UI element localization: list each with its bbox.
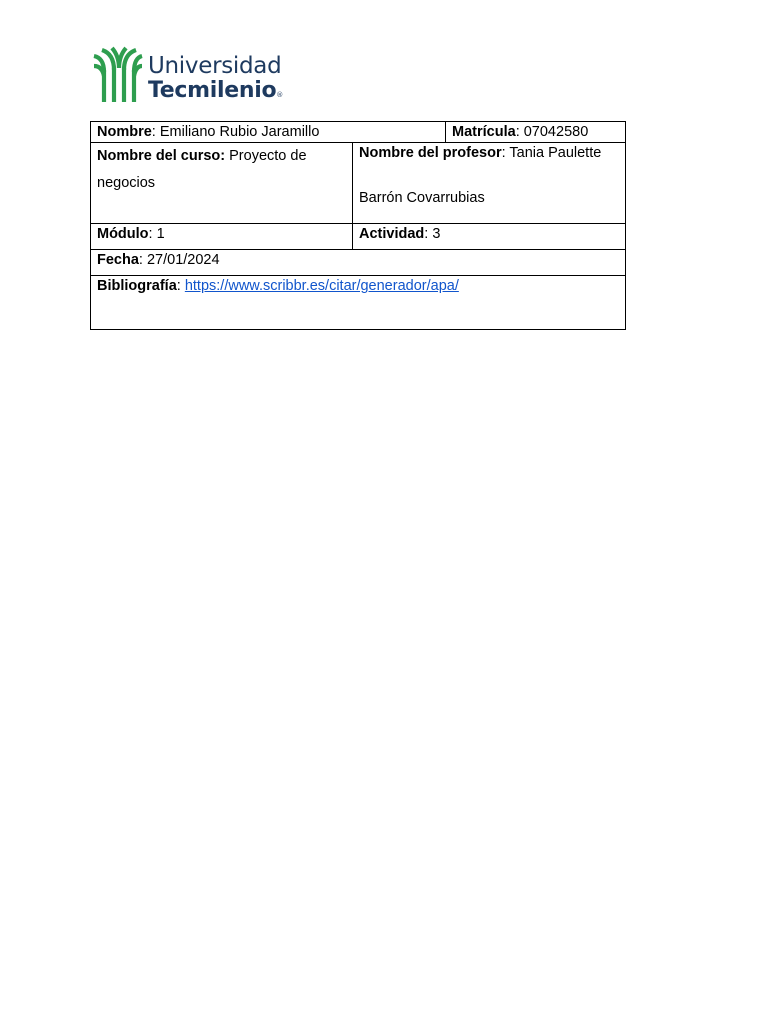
cell-profesor bbox=[353, 143, 626, 224]
curso-value: Proyecto de negocios bbox=[97, 148, 307, 191]
student-info-table bbox=[90, 121, 626, 330]
row-curso-profesor bbox=[91, 143, 626, 224]
bibliografia-separator: : bbox=[176, 278, 185, 294]
row-nombre bbox=[91, 122, 626, 143]
matricula-label: Matrícula bbox=[452, 124, 516, 140]
row-fecha bbox=[91, 250, 626, 276]
actividad-value: : 3 bbox=[424, 226, 441, 242]
cell-curso bbox=[91, 143, 353, 224]
university-logo bbox=[92, 46, 283, 104]
profesor-value-line2: Barrón Covarrubias bbox=[359, 190, 485, 206]
row-bibliografia bbox=[91, 276, 626, 330]
logo-tecmilenio-word: Tecmilenio bbox=[148, 78, 277, 103]
registered-mark: ® bbox=[276, 91, 283, 99]
matricula-value: : 07042580 bbox=[515, 124, 589, 140]
logo-wordmark bbox=[148, 55, 283, 102]
cell-modulo bbox=[91, 224, 353, 250]
actividad-label: Actividad bbox=[359, 226, 425, 242]
bibliografia-link[interactable]: https://www.scribbr.es/citar/generador/apa/ bbox=[184, 278, 459, 294]
modulo-value: : 1 bbox=[148, 226, 165, 242]
profesor-value-line1: : Tania Paulette bbox=[501, 145, 602, 161]
nombre-value: : Emiliano Rubio Jaramillo bbox=[151, 124, 320, 140]
fecha-label: Fecha bbox=[97, 252, 139, 268]
logo-tecmilenio-text bbox=[148, 80, 283, 102]
cell-nombre bbox=[91, 122, 446, 143]
row-modulo-actividad bbox=[91, 224, 626, 250]
cell-matricula bbox=[446, 122, 626, 143]
curso-label: Nombre del curso: bbox=[97, 148, 226, 164]
modulo-label: Módulo bbox=[97, 226, 149, 242]
cell-actividad bbox=[353, 224, 626, 250]
profesor-label: Nombre del profesor bbox=[359, 145, 502, 161]
cell-bibliografia bbox=[91, 276, 626, 330]
profesor-line1 bbox=[359, 143, 619, 162]
logo-universidad-text: Universidad bbox=[148, 53, 282, 79]
bibliografia-label: Bibliografía bbox=[97, 278, 177, 294]
cell-fecha bbox=[91, 250, 626, 276]
tecmilenio-logo-icon bbox=[92, 46, 144, 102]
nombre-label: Nombre bbox=[97, 124, 152, 140]
fecha-value: : 27/01/2024 bbox=[138, 252, 220, 268]
